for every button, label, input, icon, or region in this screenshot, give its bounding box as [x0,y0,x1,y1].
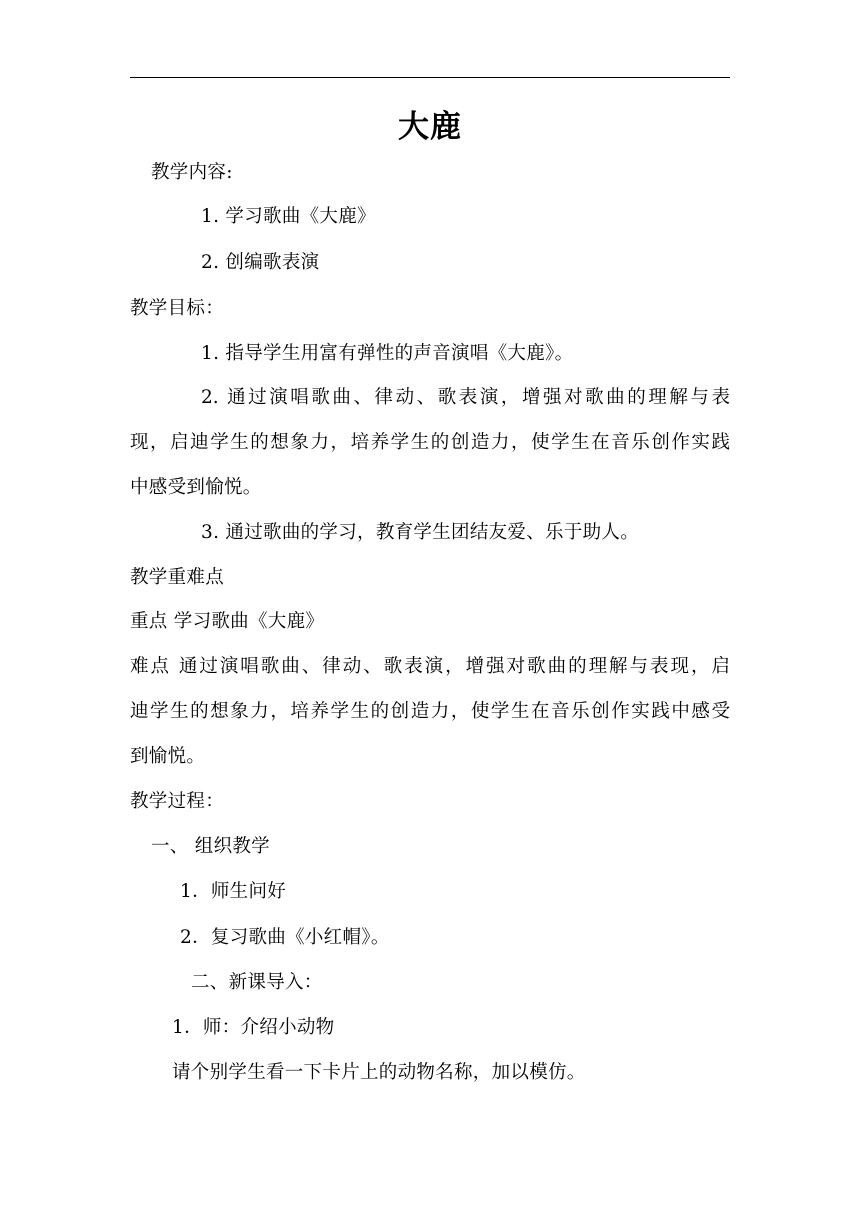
goal-item-2-line-1: 2. 通过演唱歌曲、律动、歌表演，增强对歌曲的理解与表 [201,387,730,408]
goal-item-2-line-3: 中感受到愉悦。 [130,477,262,498]
goal-item-3: 3. 通过歌曲的学习，教育学生团结友爱、乐于助人。 [201,522,640,543]
content-item-2: 2. 创编歌表演 [201,252,320,273]
section-heading-key-points: 教学重难点 [130,567,225,588]
difficulty-line-1: 难点 通过演唱歌曲、律动、歌表演，增强对歌曲的理解与表现，启 [130,656,730,677]
process-step-2-item-1: 1．师：介绍小动物 [172,1017,335,1038]
section-heading-content: 教学内容: [151,162,233,183]
goal-item-2-line-2: 现，启迪学生的想象力，培养学生的创造力，使学生在音乐创作实践 [130,432,730,453]
process-step-2: 二、新课导入： [191,972,323,993]
section-heading-goals: 教学目标： [130,298,225,319]
process-step-1-item-2: 2．复习歌曲《小红帽》。 [180,927,390,948]
document-title: 大鹿 [398,109,462,145]
difficulty-line-2: 迪学生的想象力，培养学生的创造力，使学生在音乐创作实践中感受 [130,701,730,722]
key-point-line: 重点 学习歌曲《大鹿》 [130,611,325,632]
section-heading-process: 教学过程： [130,791,225,812]
process-step-2-text: 请个别学生看一下卡片上的动物名称，加以模仿。 [172,1062,586,1083]
process-step-1-item-1: 1．师生问好 [180,881,287,902]
difficulty-line-3: 到愉悦。 [130,746,206,767]
goal-item-1: 1. 指导学生用富有弹性的声音演唱《大鹿》。 [201,343,574,364]
header-rule [130,77,730,78]
process-step-1: 一、 组织教学 [151,836,270,857]
content-item-1: 1. 学习歌曲《大鹿》 [201,206,376,227]
